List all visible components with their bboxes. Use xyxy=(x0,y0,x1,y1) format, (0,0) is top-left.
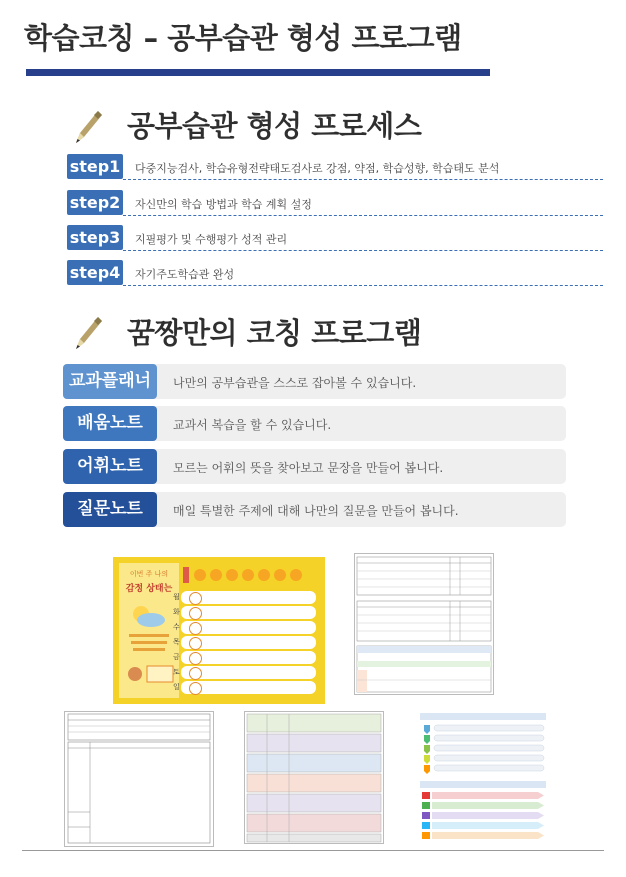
program-badge: 어휘노트 xyxy=(63,449,157,484)
day-row: 월 xyxy=(181,591,316,604)
footer-divider xyxy=(22,850,604,851)
program-description: 매일 특별한 주제에 대해 나만의 질문을 만들어 봅니다. xyxy=(173,504,459,518)
pencil-icon xyxy=(72,313,104,357)
step-badge: step1 xyxy=(67,154,123,179)
coaching-heading: 꿈짱만의 코칭 프로그램 xyxy=(127,316,422,350)
daily-plan-thumbnail xyxy=(64,711,214,847)
step-description: 자신만의 학습 방법과 학습 계획 설정 xyxy=(135,198,312,211)
page-title: 학습코칭 – 공부습관 형성 프로그램 xyxy=(24,21,462,55)
table-grid-graphic xyxy=(355,554,493,694)
day-row: 화 xyxy=(181,606,316,619)
card-title-line1: 이번 주 나의 xyxy=(129,570,169,578)
emotion-planner-thumbnail xyxy=(113,557,325,704)
program-row-1 xyxy=(63,364,566,399)
step-badge: step3 xyxy=(67,225,123,250)
step-badge: step2 xyxy=(67,190,123,215)
program-description: 교과서 복습을 할 수 있습니다. xyxy=(173,418,332,432)
program-badge: 질문노트 xyxy=(63,492,157,527)
step-row-3 xyxy=(67,225,603,251)
day-row: 일 xyxy=(181,681,316,694)
subject-note-thumbnail xyxy=(244,711,384,844)
table-grid-graphic xyxy=(65,712,213,846)
step-row-4 xyxy=(67,260,603,286)
step-description: 다중지능검사, 학습유형전략태도검사로 강점, 약점, 학습성향, 학습태도 분석 xyxy=(135,162,500,175)
dashed-divider xyxy=(123,285,603,286)
step-row-1 xyxy=(67,154,603,180)
sun-face-icons xyxy=(183,565,318,585)
dashed-divider xyxy=(123,250,603,251)
program-badge: 배움노트 xyxy=(63,406,157,441)
study-log-thumbnail xyxy=(354,553,494,695)
day-row: 토 xyxy=(181,666,316,679)
colored-rows-graphic xyxy=(245,712,383,843)
pencil-icon xyxy=(72,107,104,151)
arrow-list-graphic xyxy=(420,711,548,842)
step-description: 자기주도학습관 완성 xyxy=(135,268,235,281)
card-title-line2: 감정 상태는 xyxy=(125,584,173,594)
title-underline xyxy=(26,69,490,76)
program-description: 나만의 공부습관을 스스로 잡아볼 수 있습니다. xyxy=(173,376,417,390)
process-heading: 공부습관 형성 프로세스 xyxy=(127,109,422,143)
emotion-faces-row xyxy=(183,565,318,585)
program-row-3 xyxy=(63,449,566,484)
day-row: 금 xyxy=(181,651,316,664)
day-row: 목 xyxy=(181,636,316,649)
step-row-2 xyxy=(67,190,603,216)
emotion-day-list xyxy=(173,591,316,695)
dashed-divider xyxy=(123,215,603,216)
weekly-goal-thumbnail xyxy=(420,711,548,842)
program-description: 모르는 어휘의 뜻을 찾아보고 문장을 만들어 봅니다. xyxy=(173,461,444,475)
step-badge: step4 xyxy=(67,260,123,285)
program-row-4 xyxy=(63,492,566,527)
day-row: 수 xyxy=(181,621,316,634)
program-row-2 xyxy=(63,406,566,441)
weather-cloud-icon xyxy=(119,594,179,689)
step-description: 지필평가 및 수행평가 성적 관리 xyxy=(135,233,288,246)
program-badge: 교과플래너 xyxy=(63,364,157,399)
dashed-divider xyxy=(123,179,603,180)
